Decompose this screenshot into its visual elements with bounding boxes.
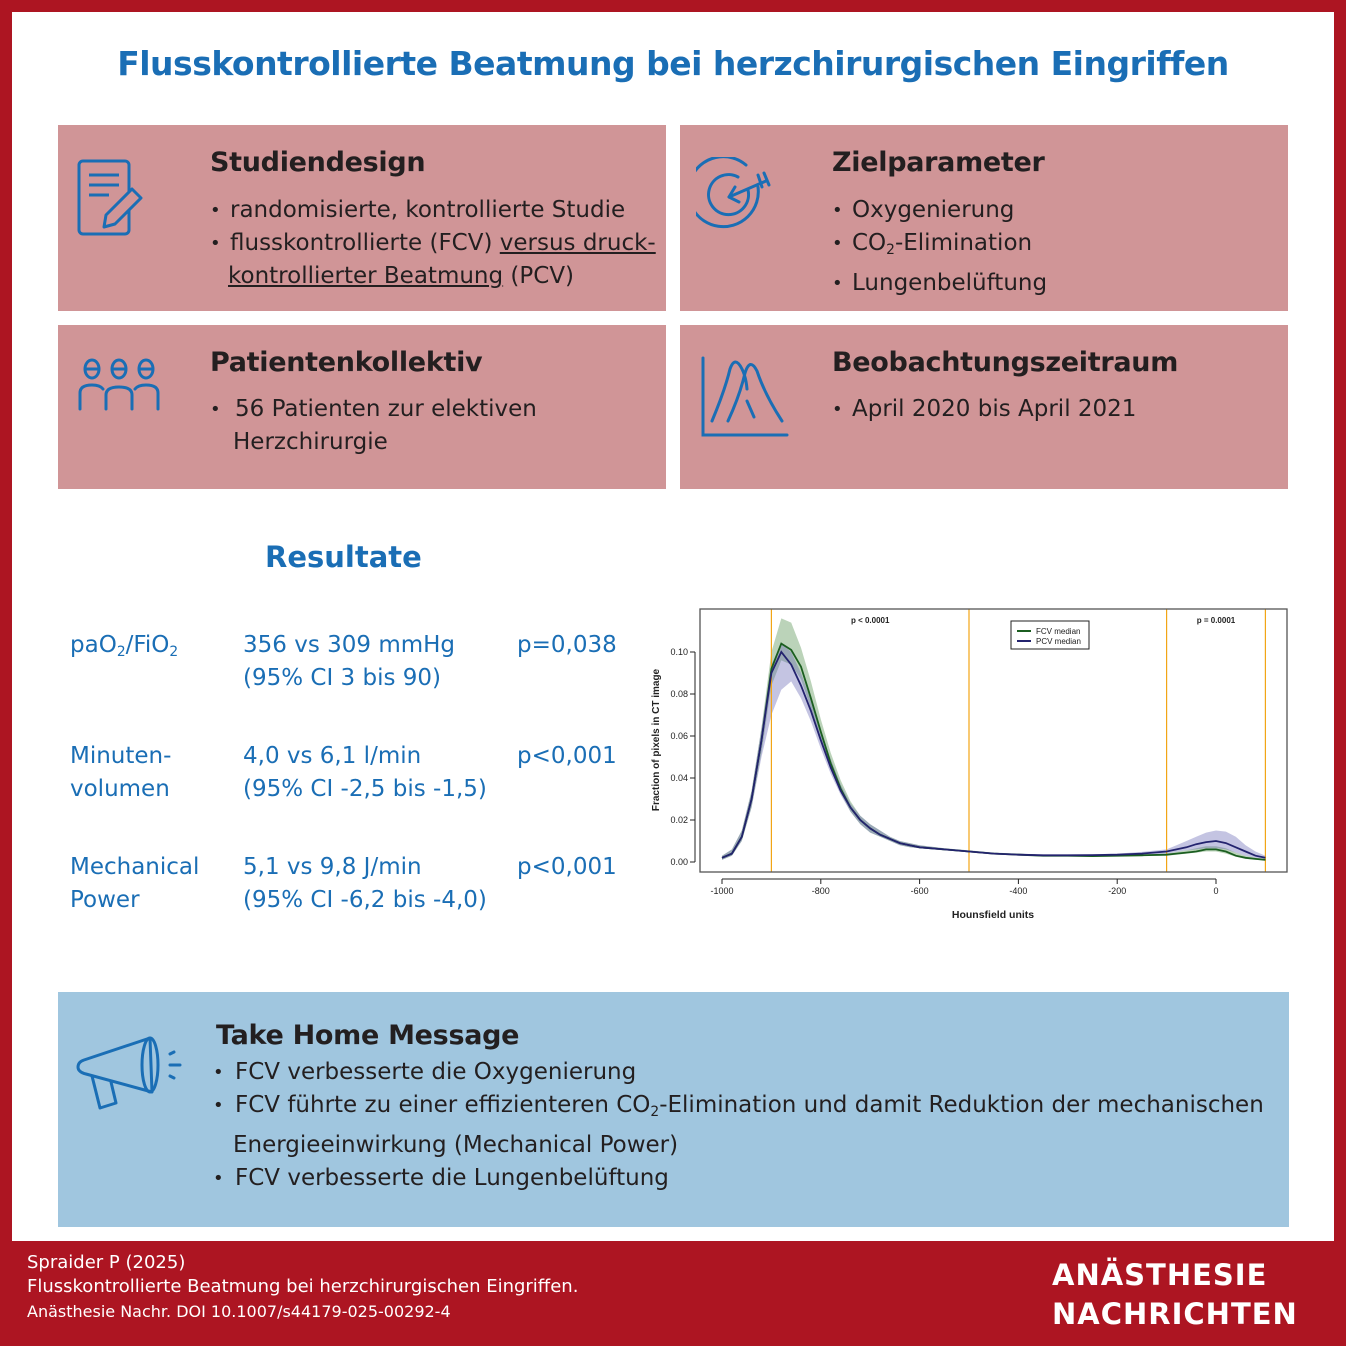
document-pen-icon xyxy=(76,158,146,238)
result-value xyxy=(243,629,455,695)
bullet-text: -Elimination und damit Reduktion der mechanischen xyxy=(659,1092,1264,1118)
card-heading: Beobachtungszeitraum xyxy=(832,347,1179,378)
y-axis-label: Fraction of pixels in CT image xyxy=(651,668,662,812)
bullet-text: Energieeinwirkung (Mechanical Power) xyxy=(233,1132,679,1159)
label-text: Power xyxy=(70,887,140,913)
result-label xyxy=(70,851,199,917)
label-text: /FiO xyxy=(125,632,170,658)
page-title: Flusskontrollierte Beatmung bei herzchirurgischen Eingriffen xyxy=(117,44,1229,83)
x-axis-label: Hounsfield units xyxy=(951,909,1035,921)
bullet-item xyxy=(213,1162,1264,1195)
people-group-icon xyxy=(78,357,160,412)
ci-band-fcv xyxy=(722,618,1265,860)
brand-logo-line2: NACHRICHTEN xyxy=(1052,1297,1298,1331)
citation-doi: Anästhesie Nachr. DOI 10.1007/s44179-025-00292-4 xyxy=(27,1302,451,1321)
result-value xyxy=(243,740,487,806)
citation-author: Spraider P (2025) xyxy=(27,1252,186,1273)
legend-label-fcv: FCV median xyxy=(1036,627,1081,636)
label-text: paO xyxy=(70,632,117,658)
subscript: 2 xyxy=(116,644,126,661)
bullet-text: Lungenbelüftung xyxy=(852,270,1048,297)
bullet-text: randomisierte, kontrollierte Studie xyxy=(230,197,626,223)
bullet-item xyxy=(832,393,1136,426)
result-value xyxy=(243,851,487,917)
bullet-text: Oxygenierung xyxy=(852,197,1015,223)
citation-title: Flusskontrollierte Beatmung bei herzchirurgischen Eingriffen. xyxy=(27,1276,579,1297)
bullet-item xyxy=(213,1089,1264,1129)
card-study-design xyxy=(58,125,666,311)
label-text: Minuten- xyxy=(70,743,172,769)
ct-histogram-chart xyxy=(645,600,1295,930)
megaphone-icon xyxy=(76,1030,188,1122)
bullet-text-underlined: kontrollierter Beatmung xyxy=(228,263,504,289)
annotation-p-left: p < 0.0001 xyxy=(850,616,890,625)
subscript: 2 xyxy=(886,242,895,259)
card-heading: Studiendesign xyxy=(210,147,426,178)
label-text: Mechanical xyxy=(70,854,200,880)
card-target-parameters xyxy=(680,125,1288,311)
y-tick-label: 0.10 xyxy=(670,647,688,657)
bullet-text: FCV verbesserte die Oxygenierung xyxy=(235,1059,637,1085)
result-label xyxy=(70,740,171,806)
bullet-text: (PCV) xyxy=(503,263,575,289)
annotation-p-right: p = 0.0001 xyxy=(1196,616,1236,625)
card-bullets xyxy=(832,393,1136,426)
bullet-item xyxy=(832,267,1047,300)
x-tick-label: -600 xyxy=(910,886,929,896)
bullet-text: CO xyxy=(852,230,887,256)
ci-text: (95% CI 3 bis 90) xyxy=(243,665,442,691)
brand-logo-line1: ANÄSTHESIE xyxy=(1052,1258,1268,1292)
card-heading: Patientenkollektiv xyxy=(210,347,483,378)
take-home-bullets xyxy=(213,1056,1264,1195)
y-tick-label: 0.08 xyxy=(670,689,688,699)
subscript: 2 xyxy=(169,644,179,661)
bullet-text: 56 Patienten zur elektiven xyxy=(235,396,537,422)
bullet-text: -Elimination xyxy=(894,230,1033,256)
y-tick-label: 0.02 xyxy=(670,815,688,825)
legend-label-pcv: PCV median xyxy=(1036,637,1081,646)
take-home-panel xyxy=(58,992,1289,1227)
bullet-item-continuation xyxy=(213,1129,1264,1162)
bullet-item xyxy=(832,227,1047,267)
x-tick-label: -200 xyxy=(1108,886,1127,896)
y-tick-label: 0.00 xyxy=(670,857,688,867)
result-p-value: p=0,038 xyxy=(517,632,617,658)
label-text: volumen xyxy=(70,776,170,802)
bullet-item-continuation xyxy=(210,260,656,293)
card-observation-period xyxy=(680,325,1288,489)
card-patients xyxy=(58,325,666,489)
bullet-text: Herzchirurgie xyxy=(233,429,388,455)
series-line-fcv xyxy=(722,644,1265,860)
chart-legend xyxy=(1011,621,1089,649)
bullet-item xyxy=(210,194,656,227)
bullet-item xyxy=(210,393,537,426)
result-p-value: p<0,001 xyxy=(517,743,617,769)
ci-text: (95% CI -6,2 bis -4,0) xyxy=(243,887,487,913)
card-bullets xyxy=(210,194,656,293)
y-tick-label: 0.06 xyxy=(670,731,688,741)
x-tick-label: -800 xyxy=(811,886,830,896)
bullet-item-continuation xyxy=(210,426,537,459)
take-home-heading: Take Home Message xyxy=(216,1020,520,1051)
subscript: 2 xyxy=(650,1104,660,1121)
card-bullets xyxy=(832,194,1047,300)
result-p-value: p<0,001 xyxy=(517,854,617,880)
y-tick-label: 0.04 xyxy=(670,773,688,783)
result-label xyxy=(70,629,178,669)
distribution-curves-icon xyxy=(700,355,790,439)
x-tick-label: -1000 xyxy=(710,886,734,896)
bullet-text-underlined: versus druck- xyxy=(499,230,656,256)
card-heading: Zielparameter xyxy=(832,147,1045,178)
value-text: 356 vs 309 mmHg xyxy=(243,632,456,658)
bullet-item xyxy=(213,1056,1264,1089)
bullet-text: flusskontrollierte (FCV) xyxy=(230,230,500,256)
bullet-text: April 2020 bis April 2021 xyxy=(852,396,1137,422)
x-tick-label: -400 xyxy=(1009,886,1028,896)
value-text: 5,1 vs 9,8 J/min xyxy=(243,854,422,880)
bullet-item xyxy=(210,227,656,260)
bullet-text: FCV führte zu einer effizienteren CO xyxy=(235,1092,651,1118)
x-tick-label: 0 xyxy=(1213,886,1219,896)
ci-text: (95% CI -2,5 bis -1,5) xyxy=(243,776,487,802)
results-heading: Resultate xyxy=(265,540,422,574)
bullet-item xyxy=(832,194,1047,227)
bullet-text: FCV verbesserte die Lungenbelüftung xyxy=(235,1165,669,1192)
target-arrow-icon xyxy=(696,157,776,237)
card-bullets xyxy=(210,393,537,459)
value-text: 4,0 vs 6,1 l/min xyxy=(243,743,422,769)
